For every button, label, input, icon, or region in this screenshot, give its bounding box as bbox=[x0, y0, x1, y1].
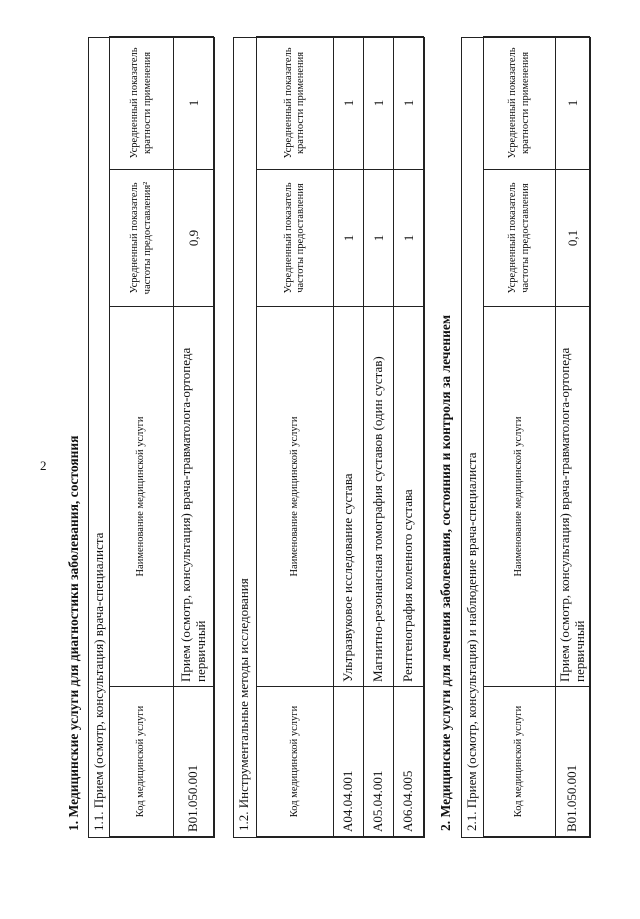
multiplicity-value: 1 bbox=[364, 37, 394, 170]
table-2-1-title: 2.1. Прием (осмотр, консультация) и наблюдение врача-специалиста bbox=[464, 452, 479, 831]
table-2-1-block bbox=[461, 37, 591, 838]
table-row bbox=[394, 37, 424, 837]
header-multiplicity: Усредненный показатель кратности применения bbox=[484, 37, 556, 170]
service-code: A06.04.005 bbox=[394, 687, 424, 837]
service-code: A05.04.001 bbox=[364, 687, 394, 837]
header-code: Код медицинской услуги bbox=[484, 687, 556, 837]
service-name: Ультразвуковое исследование сустава bbox=[334, 307, 364, 687]
header-code: Код медицинской услуги bbox=[257, 687, 334, 837]
header-multiplicity: Усредненный показатель кратности применения bbox=[110, 37, 174, 170]
header-frequency: Усредненный показатель частоты предоставления² bbox=[110, 170, 174, 307]
header-frequency: Усредненный показатель частоты предоставления bbox=[257, 170, 334, 307]
header-multiplicity: Усредненный показатель кратности применения bbox=[257, 37, 334, 170]
service-name: Прием (осмотр, консультация) врача-травматолога-ортопеда первичный bbox=[174, 307, 214, 687]
header-name: Наименование медицинской услуги bbox=[110, 307, 174, 687]
header-name: Наименование медицинской услуги bbox=[257, 307, 334, 687]
service-code: A04.04.001 bbox=[334, 687, 364, 837]
page-number: 2 bbox=[40, 458, 47, 473]
service-name: Рентгенография коленного сустава bbox=[394, 307, 424, 687]
multiplicity-value: 1 bbox=[334, 37, 364, 170]
table-row bbox=[364, 37, 394, 837]
multiplicity-value: 1 bbox=[174, 37, 214, 170]
frequency-value: 1 bbox=[364, 170, 394, 307]
table-row bbox=[556, 37, 590, 837]
frequency-value: 0,1 bbox=[556, 170, 590, 307]
multiplicity-value: 1 bbox=[394, 37, 424, 170]
header-frequency: Усредненный показатель частоты предоставления bbox=[484, 170, 556, 307]
header-code: Код медицинской услуги bbox=[110, 687, 174, 837]
table-2-1 bbox=[483, 36, 590, 837]
table-1-2-title: 1.2. Инструментальные методы исследования bbox=[236, 578, 251, 831]
section-1-title: 1. Медицинские услуги для диагностики заболевания, состояния bbox=[66, 435, 81, 831]
table-row bbox=[174, 37, 214, 837]
service-name: Прием (осмотр, консультация) врача-травматолога-ортопеда первичный bbox=[556, 307, 590, 687]
service-code: B01.050.001 bbox=[174, 687, 214, 837]
frequency-value: 1 bbox=[334, 170, 364, 307]
table-1-1-title: 1.1. Прием (осмотр, консультация) врача-специалиста bbox=[91, 532, 106, 831]
table-1-1-block bbox=[88, 37, 215, 838]
table-1-2-block bbox=[233, 37, 425, 838]
table-1-2 bbox=[256, 36, 424, 837]
header-name: Наименование медицинской услуги bbox=[484, 307, 556, 687]
frequency-value: 1 bbox=[394, 170, 424, 307]
section-2-title: 2. Медицинские услуги для лечения заболевания, состояния и контроля за лечением bbox=[438, 314, 453, 831]
service-code: B01.050.001 bbox=[556, 687, 590, 837]
table-row bbox=[334, 37, 364, 837]
table-1-1 bbox=[109, 36, 214, 837]
service-name: Магнитно-резонансная томография суставов (один сустав) bbox=[364, 307, 394, 687]
multiplicity-value: 1 bbox=[556, 37, 590, 170]
frequency-value: 0,9 bbox=[174, 170, 214, 307]
